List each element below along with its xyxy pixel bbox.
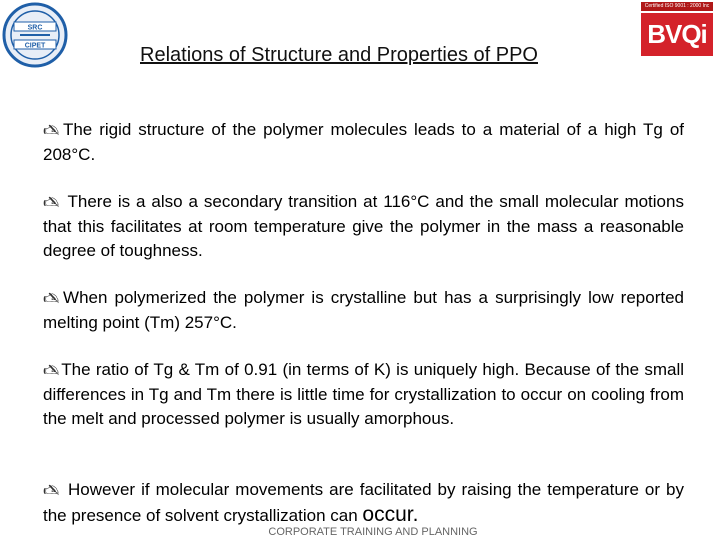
bullet-icon: 🖎 [43,123,62,139]
bullet-icon: 🖎 [43,291,63,307]
slide-title: Relations of Structure and Properties of PPO [140,44,538,66]
paragraph-tail-text: occur. [362,503,419,526]
bvqi-logo [641,2,713,56]
paragraph-1 [43,118,684,167]
bullet-icon: 🖎 [43,483,61,499]
paragraph-4 [43,358,684,431]
paragraph-2 [43,190,684,263]
paragraph-text: However if molecular movements are facilitated by raising the temperature or by the presence of solvent crystallization can [43,480,684,525]
paragraph-text: The rigid structure of the polymer molecules leads to a material of a high Tg of 208°C. [43,120,684,164]
paragraph-5 [43,478,684,528]
cipet-logo [2,2,68,68]
bullet-icon: 🖎 [43,363,61,379]
footer-text: CORPORATE TRAINING AND PLANNING [268,526,478,538]
paragraph-text: There is a also a secondary transition at 116°C and the small molecular motions that this facilitates at room temperature give the polymer in the mass a reasonable degree of toughness. [43,192,684,260]
bullet-icon: 🖎 [43,195,61,211]
paragraph-3 [43,286,684,335]
paragraph-text: When polymerized the polymer is crystalline but has a surprisingly low reported melting point (Tm) 257°C. [43,288,684,332]
bvqi-brand-text: BVQi [647,19,707,49]
cipet-emblem-icon [2,2,68,68]
paragraph-text: The ratio of Tg & Tm of 0.91 (in terms of K) is uniquely high. Because of the small differences in Tg and Tm there is little time for crystallization to occur on cooling from the melt and processed polymer is usually amorphous. [43,360,684,428]
cipet-logo-text: SRC [27,24,43,32]
certification-text: Certified ISO 9001 : 2000 Inc [641,2,713,11]
cipet-logo-text: CIPET [24,42,46,50]
